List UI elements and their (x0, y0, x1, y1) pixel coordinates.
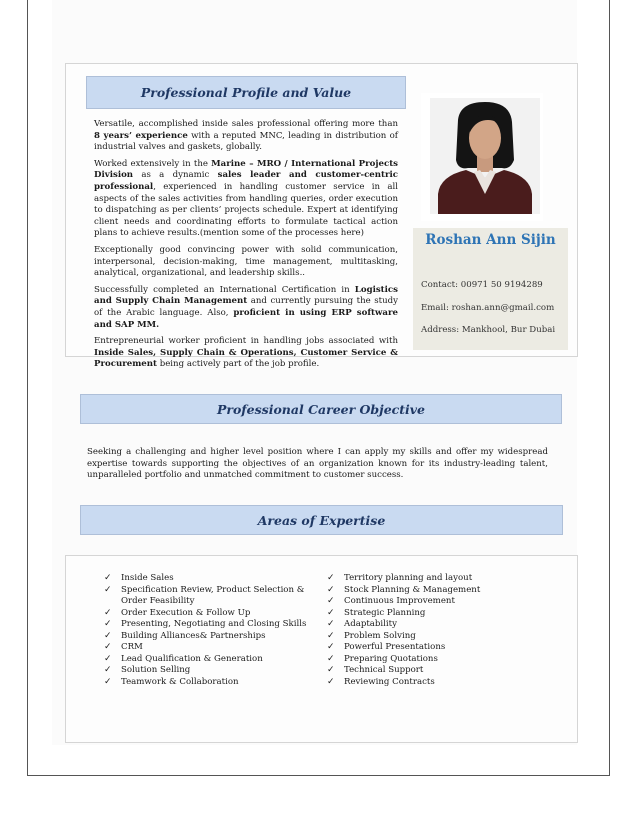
profile-paragraph (94, 285, 398, 331)
expertise-item (327, 608, 537, 620)
contact-card (413, 228, 568, 350)
text-run: and currently pursuing the study of the Arabic language. Also, (94, 296, 398, 318)
checkmark-icon: ✓ (327, 607, 335, 618)
expertise-item-label: Strategic Planning (344, 607, 426, 618)
profile-text (94, 119, 398, 376)
expertise-item (104, 619, 314, 631)
expertise-item (104, 608, 314, 620)
expertise-item-label: CRM (121, 642, 143, 653)
expertise-list-right (327, 573, 537, 688)
expertise-item (327, 677, 537, 689)
expertise-item-label: Order Execution & Follow Up (121, 607, 251, 618)
expertise-item (327, 665, 537, 677)
text-run: Worked extensively in the (94, 158, 212, 169)
profile-paragraph (94, 119, 398, 154)
checkmark-icon: ✓ (104, 584, 112, 595)
checkmark-icon: ✓ (104, 642, 112, 653)
bold-phrase: Inside Sales, Supply Chain & Operations, Customer Service & Procurement (94, 347, 398, 370)
expertise-item-label: Adaptability (344, 619, 397, 630)
expertise-item-label: Technical Support (344, 665, 424, 676)
contact-email[interactable]: Email: roshan.ann@gmail.com (421, 303, 555, 313)
expertise-item-label: Building Alliances& Partnerships (121, 630, 266, 641)
text-run: Successfully completed an International Certification in (94, 284, 355, 295)
expertise-item (104, 665, 314, 677)
expertise-item-label: Problem Solving (344, 630, 416, 641)
checkmark-icon: ✓ (327, 619, 335, 630)
page-edge-left (27, 0, 28, 776)
portrait-illustration (430, 98, 540, 214)
expertise-item-label: Reviewing Contracts (344, 676, 435, 687)
text-run: Entrepreneurial worker proficient in handling jobs associated with (94, 336, 398, 347)
expertise-item-label: Stock Planning & Management (344, 584, 481, 595)
expertise-item (327, 596, 537, 608)
candidate-name: Roshan Ann Sijin (425, 232, 556, 248)
expertise-item (327, 585, 537, 597)
checkmark-icon: ✓ (327, 642, 335, 653)
bold-phrase: sales leader and customer-centric professional (94, 170, 399, 192)
checkmark-icon: ✓ (104, 619, 112, 630)
expertise-item-label: Presenting, Negotiating and Closing Skills (121, 619, 307, 630)
expertise-item-label: Territory planning and layout (344, 573, 473, 583)
bold-phrase: proficient in using ERP software and SAP MM. (94, 307, 398, 330)
expertise-list-left (104, 573, 314, 688)
checkmark-icon: ✓ (104, 665, 112, 676)
profile-paragraph (94, 245, 398, 280)
expertise-item-label: Teamwork & Collaboration (121, 676, 239, 687)
checkmark-icon: ✓ (327, 676, 335, 687)
checkmark-icon: ✓ (327, 665, 335, 676)
text-run: with a reputed MNC, leading in distribution of industrial valves and gaskets, globally. (94, 130, 398, 153)
checkmark-icon: ✓ (104, 573, 112, 583)
expertise-item-label: Preparing Quotations (344, 653, 438, 664)
text-run: , experienced in handling customer service in all aspects of the sales activities from handling queries, order execution to dispatching as per clients’ projects schedule. Expert at identifying client needs and coordinating efforts to formulate tactical action plans to achieve results.(mention some of the processes here) (94, 181, 398, 239)
expertise-item (104, 585, 314, 608)
checkmark-icon: ✓ (327, 573, 335, 583)
text-run: being actively part of the job profile. (156, 359, 320, 370)
expertise-heading: Areas of Expertise (80, 505, 563, 535)
expertise-item-label: Lead Qualification & Generation (121, 653, 263, 664)
objective-heading: Professional Career Objective (80, 394, 562, 424)
checkmark-icon: ✓ (327, 596, 335, 607)
text-run: Exceptionally good convincing power with solid communication, interpersonal, decision-making, time management, multitasking, analytical, organizational, and leadership skills.. (94, 244, 398, 279)
checkmark-icon: ✓ (104, 653, 112, 664)
expertise-item (327, 573, 537, 585)
checkmark-icon: ✓ (327, 584, 335, 595)
text-run: as a dynamic (133, 170, 218, 181)
expertise-item-label: Solution Selling (121, 665, 191, 676)
expertise-item-label: Specification Review, Product Selection & Order Feasibility (121, 584, 305, 607)
page-edge-bottom (27, 775, 610, 776)
profile-paragraph (94, 336, 398, 371)
checkmark-icon: ✓ (104, 630, 112, 641)
checkmark-icon: ✓ (327, 653, 335, 664)
expertise-item (327, 642, 537, 654)
profile-paragraph (94, 159, 398, 240)
checkmark-icon: ✓ (104, 607, 112, 618)
expertise-item (104, 642, 314, 654)
text-run: Versatile, accomplished inside sales professional offering more than (94, 119, 398, 129)
bold-phrase: Marine – MRO / International Projects Division (94, 158, 398, 181)
contact-address: Address: Mankhool, Bur Dubai (421, 325, 556, 335)
objective-text: Seeking a challenging and higher level position where I can apply my skills and offer my widespread expertise towards supporting the objectives of an organization known for its industry-leading talent, unparalleled portfolio and unmatched commitment to customer success. (87, 447, 548, 481)
expertise-item (327, 619, 537, 631)
expertise-item (104, 573, 314, 585)
expertise-item-label: Inside Sales (121, 573, 174, 583)
expertise-item (327, 631, 537, 643)
expertise-item-label: Continuous Improvement (344, 596, 455, 607)
expertise-item (327, 654, 537, 666)
expertise-item (104, 654, 314, 666)
page-edge-right (609, 0, 610, 776)
expertise-item (104, 631, 314, 643)
checkmark-icon: ✓ (327, 630, 335, 641)
contact-phone: Contact: 00971 50 9194289 (421, 280, 543, 290)
bold-phrase: Logistics and Supply Chain Management (94, 284, 398, 307)
profile-photo (430, 98, 540, 214)
expertise-item (104, 677, 314, 689)
checkmark-icon: ✓ (104, 676, 112, 687)
profile-heading: Professional Profile and Value (86, 76, 406, 109)
expertise-item-label: Powerful Presentations (344, 642, 446, 653)
bold-phrase: 8 years’ experience (94, 130, 188, 141)
